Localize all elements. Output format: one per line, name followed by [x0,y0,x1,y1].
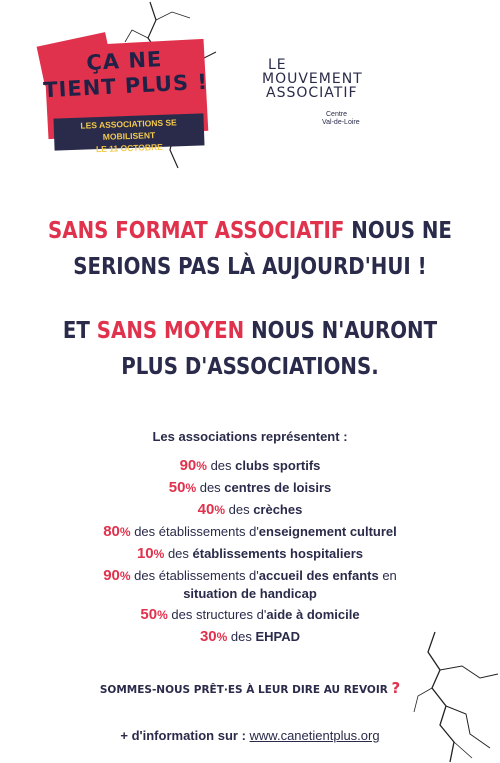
info-label: + d'information sur : [120,728,250,743]
stat-item [0,477,500,499]
stat-subject-line2: situation de handicap [183,586,317,601]
stat-subject: clubs sportifs [235,458,321,473]
stat-unit: % [185,481,197,495]
partner-region [322,111,360,127]
stat-item [0,499,500,521]
logo-title-line1: ÇA NE [85,47,163,75]
headline-1 [35,213,465,285]
stat-value: 40 [197,501,215,518]
stat-item [0,543,500,565]
closing-question-text: SOMMES-NOUS PRÊT·ES À LEUR DIRE AU REVOIR [99,684,388,696]
headline-2-highlight: SANS MOYEN [96,318,245,344]
stat-value: 90 [103,567,120,584]
stat-unit: % [216,630,228,644]
logo-subtitle-line2: LE 11 OCTOBRE [95,141,164,155]
partner-region-line2: Val-de-Loire [322,119,360,126]
stat-unit: % [119,525,131,539]
stat-item [0,521,500,543]
stat-value: 30 [199,628,217,645]
stat-subject: accueil des enfants [258,568,379,583]
stat-subject: enseignement culturel [258,524,397,539]
stat-value: 80 [103,523,120,540]
stat-unit: % [214,503,225,517]
headline-2-start: ET [62,318,97,344]
partner-logo-line3: ASSOCIATIF [266,85,358,101]
stat-text: des établissements d' [130,524,259,539]
stat-unit: % [196,459,207,473]
closing-question [0,679,500,697]
logo-title [39,45,211,104]
stat-text: des [227,629,256,644]
stat-text-suffix: en [378,568,397,583]
stat-subject: établissements hospitaliers [192,546,364,561]
question-mark: ? [391,679,401,697]
partner-region-line1: Centre [326,111,348,118]
stat-unit: % [119,569,131,583]
stat-text: des [164,546,193,561]
headline-2-rest: NOUS N'AURONT [244,318,438,344]
partner-logo-line1: LE [268,57,287,73]
stat-item [0,565,500,604]
stat-subject: crèches [253,502,303,517]
logo-subtitle [53,115,204,156]
headline-2-line2: PLUS D'ASSOCIATIONS. [121,354,379,380]
stat-subject: centres de loisirs [224,480,332,495]
stat-item [0,604,500,626]
stat-unit: % [153,547,165,561]
stat-unit: % [157,608,168,622]
stat-value: 10 [136,545,154,562]
stats-list [0,455,500,648]
stat-text: des [206,458,236,473]
logo-subtitle-line1: LES ASSOCIATIONS SE MOBILISENT [80,117,177,142]
headline-1-line2: SERIONS PAS LÀ AUJOURD'HUI ! [73,254,427,280]
logo-title-line2: TIENT PLUS ! [42,69,209,103]
partner-logo-line2: MOUVEMENT [262,71,363,87]
stat-text: des [196,480,225,495]
stat-value: 50 [168,479,186,496]
stat-item [0,455,500,477]
stat-item [0,626,500,648]
stat-subject: EHPAD [255,629,301,644]
website-link[interactable]: www.canetientplus.org [249,728,380,743]
stat-text: des établissements d' [130,568,259,583]
stat-value: 50 [140,606,158,623]
campaign-logo [40,35,210,155]
stats-intro: Les associations représentent : [152,429,348,444]
stat-value: 90 [179,457,197,474]
headline-2 [35,313,465,385]
stat-subject: aide à domicile [266,607,360,622]
headline-1-rest: NOUS NE [344,218,452,244]
info-line [0,728,500,743]
stat-text: des [225,502,254,517]
headline-1-highlight: SANS FORMAT ASSOCIATIF [48,218,345,244]
stat-text: des structures d' [167,607,267,622]
partner-logo [262,57,372,126]
